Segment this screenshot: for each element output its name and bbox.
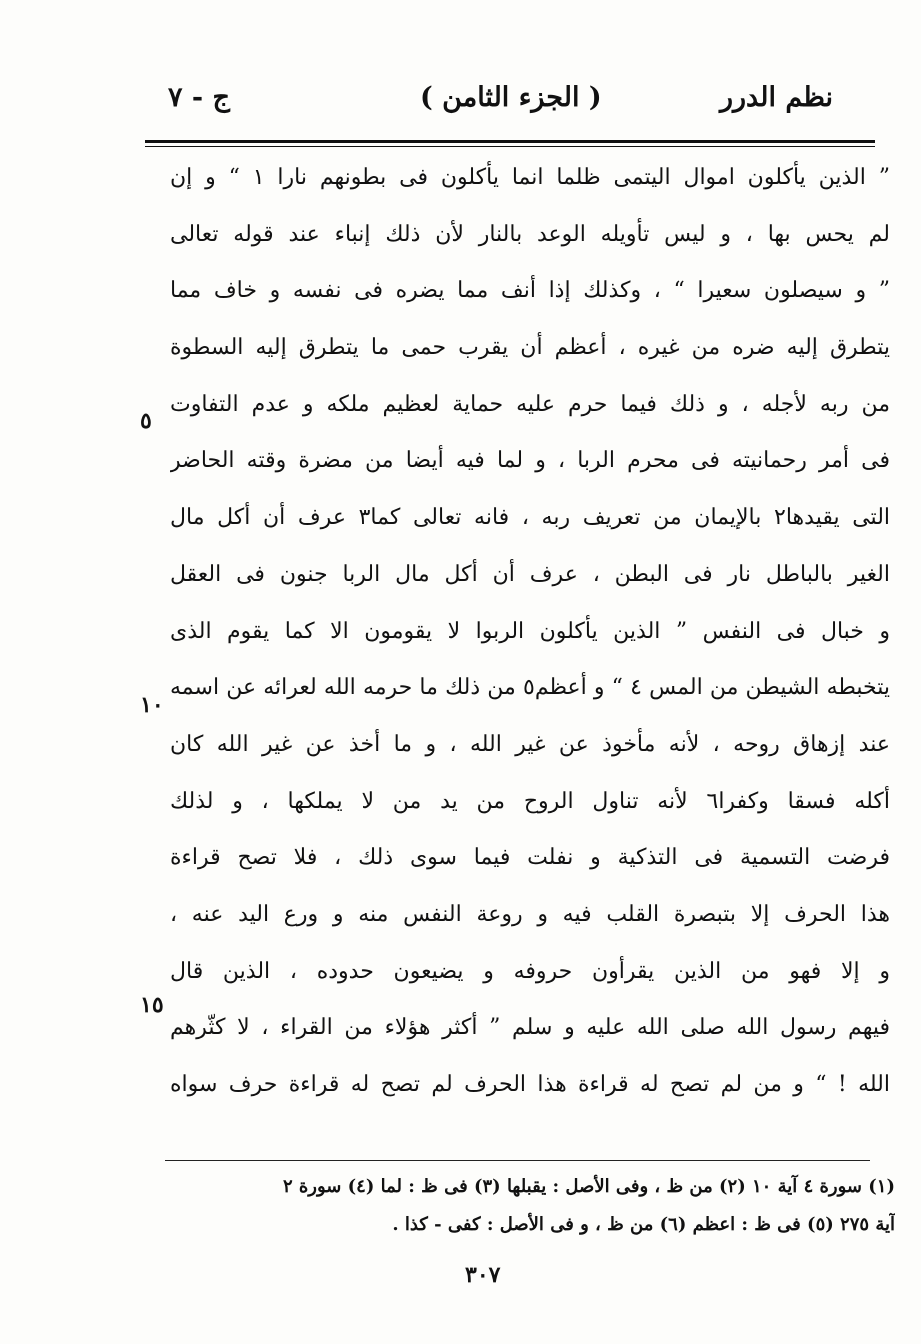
text-line: الغير بالباطل نار فى البطن ، عرف أن أكل مال الربا جنون فى العقل	[170, 561, 890, 587]
main-text	[170, 150, 890, 1114]
page-number: ٣٠٧	[465, 1262, 501, 1288]
header-rule-thick	[145, 140, 875, 143]
text-line: التى يقيدها٢ بالإيمان من تعريف ربه ، فانه تعالى كما٣ عرف أن أكل مال	[170, 505, 890, 531]
text-line: أكله فسقا وكفرا٦ لأنه تناول الروح من يد من لا يملكها ، و لذلك	[170, 788, 890, 814]
footnote-line: (١) سورة ٤ آية ١٠ (٢) من ظ ، وفى الأصل : يقبلها (٣) فى ظ : لما (٤) سورة ٢	[282, 1176, 895, 1197]
footnote-rule	[165, 1160, 870, 1161]
margin-line-number: ١٥	[140, 992, 164, 1018]
running-head-volume: ج - ٧	[168, 82, 230, 113]
header-rule-thin	[145, 146, 875, 147]
text-line: عند إزهاق روحه ، لأنه مأخوذ عن غير الله ، و ما أخذ عن غير الله كان	[170, 731, 890, 757]
text-line: ” الذين يأكلون اموال اليتمى ظلما انما يأكلون فى بطونهم نارا ١ “ و إن	[170, 165, 890, 190]
text-line: فرضت التسمية فى التذكية و نفلت فيما سوى ذلك ، فلا تصح قراءة	[170, 845, 890, 871]
text-line: من ربه لأجله ، و ذلك فيما حرم عليه حماية لعظيم ملكه و عدم التفاوت	[170, 391, 890, 417]
text-line: الله ! “ و من لم تصح له قراءة هذا الحرف لم تصح له قراءة حرف سواه	[170, 1072, 890, 1097]
margin-line-number: ١٠	[140, 692, 164, 718]
text-line: فى أمر رحمانيته فى محرم الربا ، و لما فيه أيضا من مضرة وقته الحاضر	[170, 448, 890, 474]
text-line: و إلا فهو من الذين يقرأون حروفه و يضيعون حدوده ، الذين قال	[170, 958, 890, 984]
running-head-part: ( الجزء الثامن )	[420, 82, 602, 113]
footnote-line: آية ٢٧٥ (٥) فى ظ : اعظم (٦) من ظ ، و فى الأصل : كفى - كذا .	[392, 1214, 895, 1235]
running-head-book-title: نظم الدرر	[719, 82, 833, 113]
text-line: ” و سيصلون سعيرا “ ، وكذلك إذا أنف مما يضره فى نفسه و خاف مما	[170, 278, 890, 304]
text-line: هذا الحرف إلا بتبصرة القلب فيه و روعة النفس منه و ورع اليد عنه ،	[170, 901, 890, 927]
text-line: لم يحس بها ، و ليس تأويله الوعد بالنار لأن ذلك إنباء عند قوله تعالى	[170, 221, 890, 247]
text-line: يتطرق إليه ضره من غيره ، أعظم أن يقرب حمى ما يتطرق إليه السطوة	[170, 335, 890, 361]
text-line: يتخبطه الشيطن من المس ٤ “ و أعظم٥ من ذلك ما حرمه الله لعرائه عن اسمه	[170, 675, 890, 701]
text-line: و خبال فى النفس ” الذين يأكلون الربوا لا يقومون الا كما يقوم الذى	[170, 618, 890, 644]
text-line: فيهم رسول الله صلى الله عليه و سلم ” أكثر هؤلاء من القراء ، لا كثّرهم	[170, 1015, 890, 1041]
margin-line-number: ٥	[140, 408, 152, 434]
footnotes	[220, 1168, 895, 1244]
